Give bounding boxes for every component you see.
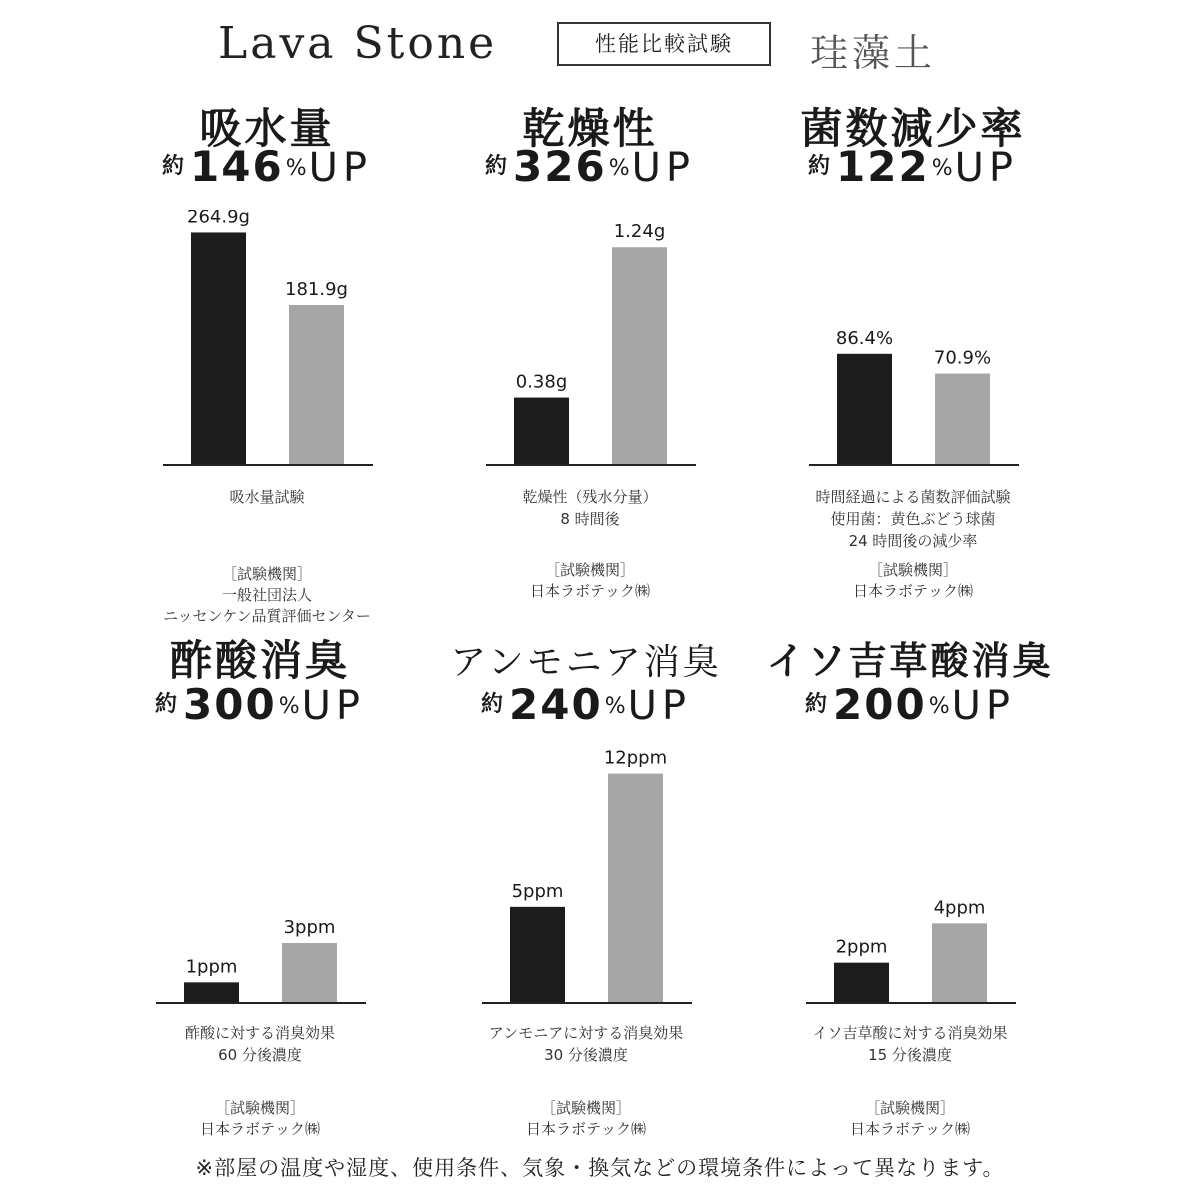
test-caption: アンモニアに対する消臭効果 30 分後濃度 bbox=[488, 1024, 684, 1064]
test-caption: 吸水量試験 bbox=[229, 488, 305, 506]
comparison-badge: 性能比較試験 bbox=[557, 22, 771, 66]
up-label: UP bbox=[631, 145, 695, 191]
bar-value-label: 86.4% bbox=[835, 327, 894, 349]
up-label: UP bbox=[627, 683, 691, 729]
test-caption: イソ吉草酸に対する消臭効果 15 分後濃度 bbox=[812, 1024, 1008, 1064]
percent-sign: % bbox=[285, 156, 307, 181]
test-institution: ［試験機関］ 日本ラボテック㈱ bbox=[849, 1099, 970, 1138]
approx-prefix: 約 bbox=[162, 154, 185, 179]
bar-value-label: 1.24g bbox=[613, 221, 666, 243]
header bbox=[0, 14, 1200, 78]
approx-prefix: 約 bbox=[808, 154, 831, 179]
bar-lava-stone bbox=[834, 963, 889, 1002]
up-label: UP bbox=[954, 145, 1018, 191]
test-institution: ［試験機関］ 日本ラボテック㈱ bbox=[852, 561, 973, 600]
panel-title: 酢酸消臭 bbox=[169, 636, 350, 685]
bar-value-label: 2ppm bbox=[835, 936, 888, 958]
test-caption: 時間経過による菌数評価試験 使用菌：黄色ぶどう球菌 24 時間後の減少率 bbox=[815, 488, 1011, 550]
bar-value-label: 181.9g bbox=[285, 279, 348, 301]
bar-value-label: 3ppm bbox=[283, 917, 336, 938]
bar-value-label: 0.38g bbox=[515, 371, 568, 393]
diatomite-brand: 珪藻土 bbox=[810, 31, 937, 75]
bar-diatomite bbox=[608, 774, 663, 1002]
improvement-value: 122 bbox=[836, 142, 930, 191]
panel-title: 吸水量 bbox=[199, 104, 335, 153]
bar-lava-stone bbox=[837, 354, 892, 464]
bar-value-label: 12ppm bbox=[603, 748, 668, 769]
percent-sign: % bbox=[604, 694, 626, 719]
percent-sign: % bbox=[278, 694, 300, 719]
improvement-rate bbox=[713, 142, 1113, 191]
approx-prefix: 約 bbox=[155, 692, 178, 717]
up-label: UP bbox=[308, 145, 372, 191]
improvement-value: 300 bbox=[183, 680, 277, 729]
up-label: UP bbox=[301, 683, 365, 729]
lava-stone-brand: Lava Stone bbox=[218, 18, 498, 69]
bar-diatomite bbox=[282, 943, 337, 1002]
test-institution: ［試験機関］ 日本ラボテック㈱ bbox=[529, 561, 650, 600]
bar-diatomite bbox=[289, 305, 344, 464]
improvement-value: 146 bbox=[190, 142, 284, 191]
bar-chart bbox=[710, 748, 1110, 1008]
panel-title: 乾燥性 bbox=[522, 104, 658, 153]
bar-chart-svg bbox=[713, 210, 1113, 470]
panel-title: アンモニア消臭 bbox=[450, 642, 722, 683]
panel-title: 菌数減少率 bbox=[800, 104, 1026, 153]
test-caption: 乾燥性（残水分量） 8 時間後 bbox=[522, 488, 658, 528]
approx-prefix: 約 bbox=[481, 692, 504, 717]
test-institution: ［試験機関］ 日本ラボテック㈱ bbox=[199, 1099, 320, 1138]
bar-lava-stone bbox=[191, 232, 246, 464]
up-label: UP bbox=[951, 683, 1015, 729]
improvement-value: 200 bbox=[833, 680, 927, 729]
bar-diatomite bbox=[935, 374, 990, 464]
approx-prefix: 約 bbox=[805, 692, 828, 717]
bar-value-label: 70.9% bbox=[933, 347, 992, 369]
percent-sign: % bbox=[608, 156, 630, 181]
panel-isovaleric-acid-deodorization bbox=[710, 628, 1110, 1188]
bar-value-label: 264.9g bbox=[187, 210, 250, 228]
improvement-value: 326 bbox=[513, 142, 607, 191]
panel-bacteria-reduction bbox=[713, 90, 1113, 650]
bar-value-label: 1ppm bbox=[185, 956, 238, 978]
approx-prefix: 約 bbox=[485, 154, 508, 179]
bar-lava-stone bbox=[510, 907, 565, 1002]
panel-title: イソ吉草酸消臭 bbox=[766, 639, 1054, 683]
percent-sign: % bbox=[931, 156, 953, 181]
bar-chart-svg bbox=[710, 748, 1110, 1008]
test-institution: ［試験機関］ 一般社団法人 ニッセンケン品質評価センター bbox=[163, 565, 371, 625]
bar-value-label: 4ppm bbox=[933, 897, 986, 919]
improvement-rate bbox=[710, 680, 1110, 729]
footnote: ※部屋の温度や湿度、使用条件、気象・換気などの環境条件によって異なります。 bbox=[195, 1156, 1005, 1180]
bar-chart bbox=[713, 210, 1113, 470]
bar-diatomite bbox=[932, 923, 987, 1002]
bar-lava-stone bbox=[184, 982, 239, 1002]
bar-lava-stone bbox=[514, 398, 569, 464]
test-caption: 酢酸に対する消臭効果 60 分後濃度 bbox=[184, 1024, 335, 1064]
improvement-value: 240 bbox=[509, 680, 603, 729]
bar-value-label: 5ppm bbox=[511, 880, 564, 902]
percent-sign: % bbox=[928, 694, 950, 719]
bar-diatomite bbox=[612, 247, 667, 464]
test-institution: ［試験機関］ 日本ラボテック㈱ bbox=[525, 1099, 646, 1138]
